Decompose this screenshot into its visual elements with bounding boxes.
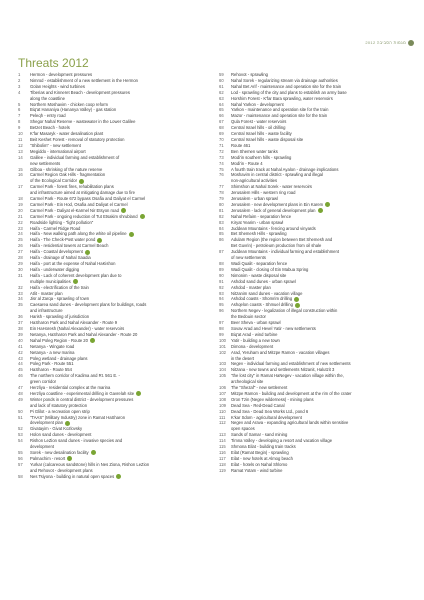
item-label: Haifa - residential towers at Carmel Beach: [30, 243, 109, 249]
item-number: 93: [219, 290, 224, 296]
item-label: Eilat (Ramat Begin) - sprawling: [231, 450, 289, 455]
item-number: 70: [219, 136, 224, 142]
item-number: 33: [18, 290, 23, 296]
item-number: 4: [18, 89, 21, 95]
item-number: 67: [219, 119, 224, 125]
item-number: 103: [219, 361, 226, 367]
item-label: non-agricultural activities: [231, 178, 278, 184]
item-number: 48: [18, 390, 23, 396]
item-label: Netanya - a new marina: [30, 349, 75, 355]
item-number: 119: [219, 467, 226, 473]
item-label: Netanya - Wingate road: [30, 343, 75, 349]
item-number: 84: [219, 225, 224, 231]
item-label: Jerusalem - new development plans in Ein Karem: [231, 201, 324, 207]
item-label: Nimonim - waste disposal site: [231, 272, 287, 278]
item-label: Yatir - building a new town: [231, 337, 280, 343]
item-number: 61: [219, 83, 224, 89]
item-label: Mitzpe Ramon - building and development at the rim of the crater: [231, 390, 352, 396]
item-label: Peleqh - entry road: [30, 113, 66, 119]
item-label: Dead Sea - Dead Sea Works Ltd., pond 6: [231, 408, 309, 414]
item-number: 7: [18, 113, 21, 119]
item-label: A fourth train track at Nahal Ayalon - drainage implications: [231, 166, 339, 172]
item-label: and Rehovot - development plans: [30, 467, 93, 473]
item-label: Moshavim in central district - sprawling and illegal: [231, 172, 323, 178]
item-number: 110: [219, 408, 226, 414]
list-item: [219, 468, 409, 474]
item-label: Arad, Yeruham and Mitzpe Ramon - vacation villages: [231, 349, 330, 355]
item-number: 56: [18, 455, 23, 461]
item-number: 34: [18, 296, 23, 302]
item-number: 20: [18, 207, 23, 213]
item-number: 17: [18, 184, 23, 190]
item-number: 1: [18, 72, 21, 77]
item-number: 116: [219, 450, 226, 455]
item-label: Jerusalem - lack of general development plan: [231, 207, 316, 213]
item-label: Oron Tzin (Negev wilderness) - mining plans: [231, 396, 314, 402]
item-label: Shmona Eilat - building train tracks: [231, 444, 296, 450]
item-label: Beer Sheva - urban sprawl: [231, 320, 281, 326]
item-label: Carmel Region Oak Hills - fragmentation: [30, 172, 106, 178]
item-number: 24: [18, 231, 23, 237]
item-number: 71: [219, 142, 224, 148]
item-label: Ashdod - master plan: [231, 284, 271, 290]
item-label: Carmel Park - forest fires, rehabilitation plans: [30, 184, 114, 190]
item-label: Holon sand dunes - development: [30, 432, 92, 438]
item-number: 15: [18, 166, 23, 172]
item-label: and infrastructure: [30, 308, 63, 314]
item-number: 91: [219, 278, 224, 284]
item-label: Sovav Arad and Hevel Yatir - new settlements: [231, 325, 316, 331]
item-label: Jerusalem - urban sprawl: [231, 196, 279, 202]
green-dot-icon: [121, 208, 126, 213]
item-number: 107: [219, 390, 226, 396]
item-number: 89: [219, 266, 224, 272]
item-number: 14: [18, 154, 23, 160]
item-number: 51: [18, 414, 23, 420]
item-label: Netanya, HaSharon Park and Nahal Alexander - Route 20: [30, 331, 138, 337]
green-dot-icon: [65, 421, 70, 426]
item-label: Harish - sprawling of jurisdiction: [30, 314, 90, 320]
item-number: 45: [18, 367, 23, 373]
item-label: Central Israel hills - waste disposal site: [231, 136, 304, 142]
item-number: 92: [219, 284, 224, 290]
item-number: 83: [219, 219, 224, 225]
item-number: 95: [219, 302, 224, 308]
item-number: 90: [219, 272, 224, 278]
item-label: Route 461: [231, 142, 251, 148]
threat-list-right: [219, 72, 409, 474]
item-label: Dead Sea - Red-Dead Canal: [231, 402, 285, 408]
green-dot-icon: [79, 179, 84, 184]
item-label: Bet Guvrin) - petroleum production from oil shale: [231, 243, 322, 249]
item-number: 100: [219, 337, 226, 343]
item-number: 42: [18, 349, 23, 355]
item-label: HaSharon Park and Nahal Alexander - Route 9: [30, 320, 118, 326]
green-dot-icon: [140, 214, 145, 219]
item-number: 96: [219, 308, 224, 314]
item-number: 101: [219, 343, 226, 349]
item-label: development: [30, 444, 54, 450]
item-number: 44: [18, 361, 23, 367]
item-label: and lack of statutory protection: [30, 402, 88, 408]
item-number: 87: [219, 249, 224, 255]
item-label: Carmel Park - ongoing reduction of Tut Etsakim shrubland: [30, 213, 138, 219]
item-number: 11: [18, 136, 23, 142]
item-label: Rehovot - sprawling: [231, 72, 269, 77]
item-number: 8: [18, 119, 21, 125]
item-label: Sands of Samar - sand mining: [231, 432, 288, 438]
logo-icon: [408, 40, 414, 46]
item-number: 54: [18, 438, 23, 444]
item-number: 75: [219, 166, 224, 172]
item-label: Nahal Poleg Region - Route 20: [30, 337, 88, 343]
page-title: Threats 2012: [18, 56, 89, 70]
item-number: 108: [219, 396, 226, 402]
item-number: 86: [219, 237, 224, 243]
item-number: 57: [18, 461, 23, 467]
item-label: Haifa - Lack of coherent development plan due to: [30, 272, 122, 278]
item-number: 53: [18, 432, 23, 438]
item-number: 46: [18, 373, 23, 379]
item-label: Qula Forest - water reservoirs: [231, 119, 287, 125]
item-label: Modi'in - Route 4: [231, 160, 263, 166]
item-number: 113: [219, 432, 226, 438]
item-label: Biq'at Hananiya (Hananya Valley) - gas station: [30, 107, 117, 113]
item-label: Beit Keshet Forest - removal of statutory protection: [30, 136, 125, 142]
item-number: 32: [18, 284, 23, 290]
item-label: new settlements: [30, 160, 61, 166]
item-label: Northern Moshavim - chicken coop reform: [30, 101, 108, 107]
item-number: 25: [18, 237, 23, 243]
item-number: 50: [18, 408, 23, 414]
green-dot-icon: [85, 250, 90, 255]
item-number: 19: [18, 201, 23, 207]
item-label: Ben Shemen water tanks: [231, 148, 278, 154]
item-number: 77: [219, 184, 224, 190]
item-label: Mazor - maintenance and operation site for the train: [231, 113, 328, 119]
item-label: Ramat Yotam - wind turbine: [231, 467, 283, 473]
item-label: Negev - individual farming and establishment of new settlements: [231, 361, 351, 367]
item-number: 82: [219, 213, 224, 219]
item-label: Timna Valley - developing a resort and vacation village: [231, 438, 333, 444]
item-number: 22: [18, 219, 23, 225]
item-number: 23: [18, 225, 23, 231]
item-label: Herzliya coastline - experimental drilling in Gavrelah site: [30, 390, 135, 396]
item-number: 111: [219, 414, 226, 420]
green-dot-icon: [73, 279, 78, 284]
item-label: Eilat - new hotels at Almog beach: [231, 455, 293, 461]
item-number: 76: [219, 172, 224, 178]
item-label: Biq'at Arad - wind turbine: [231, 331, 278, 337]
item-label: the Bedouin sector: [231, 314, 266, 320]
item-number: 69: [219, 131, 224, 137]
item-number: 39: [18, 331, 23, 337]
item-label: Poleg wetland - drainage plans: [30, 355, 88, 361]
item-label: Haifa - drainage of Nahal Saadia: [30, 255, 91, 261]
item-number: 21: [18, 213, 23, 219]
item-number: 18: [18, 196, 23, 202]
brand-header: [365, 40, 414, 46]
green-dot-icon: [91, 450, 96, 455]
item-label: Central Israel hills - waste facility: [231, 131, 292, 137]
item-label: Negev and Arava - expanding agricultural lands within sensitive: [231, 420, 349, 426]
item-label: Jisr al Zarqa - sprawling of town: [30, 296, 90, 302]
item-label: Ashdod sand dunes - urban sprawl: [231, 278, 296, 284]
item-label: Galilee - individual farming and establishment of: [30, 154, 120, 160]
item-label: Juddean Mountains - fencing around vinyards: [231, 225, 316, 231]
item-number: 27: [18, 249, 23, 255]
item-number: 64: [219, 101, 224, 107]
item-label: in the desert: [231, 355, 255, 361]
item-label: Haifa - Carmel Ridge Road: [30, 225, 81, 231]
item-label: Yurkar (calcareous sandstone) hills in Nes Ziona, Rishon LeZion: [30, 461, 150, 467]
green-dot-icon: [116, 474, 121, 479]
item-number: 31: [18, 272, 23, 278]
item-number: 117: [219, 455, 226, 461]
item-label: The northern corridor of Kadima and Rt. 561 E. -: [30, 373, 120, 379]
item-label: Wadi Qualit - closing of Ein Mabua Spring: [231, 266, 309, 272]
item-label: HaSharon - Route 554: [30, 367, 72, 373]
green-dot-icon: [129, 232, 134, 237]
item-label: Golan Heights - wind turbines: [30, 83, 85, 89]
item-label: Megiddo - international airport: [30, 148, 86, 154]
item-label: Poleg Park - Route 551: [30, 361, 74, 367]
item-label: Haifa - electrification of the train: [30, 284, 89, 290]
item-number: 80: [219, 201, 224, 207]
item-label: Haifa - port at the expense of Nahal HaKishon: [30, 261, 116, 266]
item-number: 9: [18, 125, 21, 131]
item-number: 49: [18, 396, 23, 402]
item-number: 37: [18, 320, 23, 326]
item-label: Givatayim - Givat Kozlovsky: [30, 426, 83, 432]
item-number: 35: [18, 302, 23, 308]
item-number: 41: [18, 343, 23, 349]
item-number: 114: [219, 438, 226, 444]
item-label: Lod - sprawling of the city and plans to establish an army base: [231, 89, 347, 95]
item-label: "TAAS" (Military Industry) zone in Ramat HaSharon: [30, 414, 126, 420]
item-number: 118: [219, 461, 226, 467]
green-dot-icon: [136, 391, 141, 396]
item-number: 59: [219, 72, 224, 77]
item-label: K'kar Sdom - agricultural development: [231, 414, 302, 420]
green-dot-icon: [90, 338, 95, 343]
item-number: 5: [18, 101, 21, 107]
item-number: 6: [18, 107, 21, 113]
item-label: Herzliya - residential complex at the marina: [30, 385, 111, 391]
item-label: Haifa - underwater digging: [30, 266, 80, 272]
green-dot-icon: [67, 456, 72, 461]
item-number: 60: [219, 77, 224, 83]
item-number: 55: [18, 450, 23, 455]
item-number: 98: [219, 325, 224, 331]
item-label: Hermon - development pressures: [30, 72, 93, 77]
item-number: 52: [18, 426, 23, 432]
item-number: 29: [18, 261, 23, 266]
item-label: Betzet Beach - hotels: [30, 125, 70, 131]
green-dot-icon: [325, 202, 330, 207]
item-label: Horshim Forest - K'far Bara sprawling, water reservoirs: [231, 95, 333, 101]
green-dot-icon: [294, 297, 299, 302]
item-number: 62: [219, 89, 224, 95]
item-label: Ashdod coasts - Shomrim drilling: [231, 296, 293, 302]
list-item: [18, 474, 208, 480]
item-label: Nahal Yarkon - development: [231, 101, 284, 107]
item-number: 81: [219, 207, 224, 213]
item-number: 106: [219, 385, 226, 391]
item-label: Shegor Nahal Reserve - wastewater in the Lower Galilee: [30, 119, 136, 125]
item-label: K'far Masaryk - water desalination plant: [30, 131, 104, 137]
item-label: green corridor: [30, 379, 57, 385]
item-label: Ashqelon coasts - Shmuel drilling: [231, 302, 293, 308]
item-label: Modi'in southern hills - sprawling: [231, 154, 292, 160]
item-number: 72: [219, 148, 224, 154]
item-label: Jerusalem Hills - western ring road: [231, 190, 296, 196]
item-number: 12: [18, 142, 23, 148]
item-number: 104: [219, 367, 226, 373]
item-label: Nahal Bet Arif - maintenance and operation site for the train: [231, 83, 342, 89]
item-number: 10: [18, 131, 23, 137]
item-number: 74: [219, 160, 224, 166]
item-label: Tiberias and Kinneret Beach - development pressures: [30, 89, 130, 95]
item-number: 109: [219, 402, 226, 408]
item-number: 38: [18, 325, 23, 331]
item-number: 40: [18, 337, 23, 343]
item-label: Nahal Sorek - regularizing stream via drainage authorities: [231, 77, 338, 83]
item-label: Sorek - new desalination facility: [30, 450, 89, 455]
item-label: Palmachim - resort: [30, 455, 66, 461]
item-label: Carmel Park - Ein Hod, Osafia and Daliyat el Carmel: [30, 201, 128, 207]
item-label: and infrastructure aimed at mitigating damage due to fire: [30, 190, 135, 196]
item-number: 65: [219, 107, 224, 113]
item-label: of new settlements: [231, 255, 266, 261]
item-label: Atlit - master plan: [30, 290, 63, 296]
item-label: Yarkon - maintenance and operation site for the train: [231, 107, 329, 113]
item-number: 28: [18, 255, 23, 261]
item-number: 63: [219, 95, 224, 101]
item-label: Pi Glilot - a recreation open strip: [30, 408, 90, 414]
item-number: 73: [219, 154, 224, 160]
item-number: 58: [18, 473, 23, 479]
item-number: 2: [18, 77, 21, 83]
item-label: Adulam Region (the region between Bet Shemesh and: [231, 237, 333, 243]
item-number: 85: [219, 231, 224, 237]
item-label: Ein HaHoresh (Nahal Alexander) - water reservoirs: [30, 325, 125, 331]
item-label: along the coastline: [30, 95, 65, 101]
item-label: Nimrod - establishment of a new settlement in the Hermon: [30, 77, 138, 83]
item-label: Wadi Qualit - separation fence: [231, 261, 288, 266]
item-label: Kiryat Yearim - urban sprawl: [231, 219, 284, 225]
item-label: Rishon LeZion sand dunes - invasive species and: [30, 438, 123, 444]
item-label: open spaces: [231, 426, 255, 432]
green-dot-icon: [97, 238, 102, 243]
item-label: Dimona - development: [231, 343, 274, 349]
item-number: 13: [18, 148, 23, 154]
item-number: 99: [219, 331, 224, 337]
item-number: 68: [219, 125, 224, 131]
item-label: Shimshon at Nahal Sorek - water reservoirs: [231, 184, 312, 190]
item-number: 79: [219, 196, 224, 202]
item-text: [231, 468, 409, 474]
brand-label: 2012 מגמות הסביבה: [365, 40, 406, 46]
item-number: 47: [18, 385, 23, 391]
item-label: Northern Negev - legalization of illegal construction within: [231, 308, 338, 314]
item-label: development plan: [30, 420, 64, 426]
item-label: The "Shezaf" - new settlement: [231, 385, 288, 391]
item-number: 112: [219, 420, 226, 426]
item-label: Roadside lighting - "light pollution": [30, 219, 94, 225]
item-number: 26: [18, 243, 23, 249]
item-label: Haifa - The Check-Post water pond: [30, 237, 96, 243]
item-label: Caesarea sand dunes - development plans for buildings, roads: [30, 302, 147, 308]
item-label: "the lost city" in Ramat HaNegev - vacation village within the,: [231, 373, 344, 379]
item-label: Nitzanim sand dunes - vacation village: [231, 290, 303, 296]
item-label: "Shibolim" - new settlement: [30, 142, 81, 148]
item-label: multiple municipalities: [30, 278, 71, 284]
item-number: 94: [219, 296, 224, 302]
item-number: 88: [219, 261, 224, 266]
item-label: Gilboa - shrinking of the nature reserve: [30, 166, 103, 172]
item-number: 78: [219, 190, 224, 196]
item-number: 102: [219, 349, 226, 355]
item-number: 30: [18, 266, 23, 272]
item-text: [30, 474, 208, 480]
threat-list-left: [18, 72, 208, 480]
item-label: Central Israel hills - oil drilling: [231, 125, 286, 131]
item-label: Eilat - hotels on Nahal Shlomo: [231, 461, 288, 467]
item-label: Winter ponds in central district - development pressures: [30, 396, 134, 402]
item-label: Haifa - New walking path along the white oil pipeline: [30, 231, 127, 237]
item-number: 36: [18, 314, 23, 320]
item-label: Juddean Mountains - individual farming and establishment: [231, 249, 340, 255]
item-label: Haifa - Coastal development: [30, 249, 83, 255]
item-label: of the Ecological Corridor: [30, 178, 78, 184]
green-dot-icon: [318, 208, 323, 213]
item-number: 115: [219, 444, 226, 450]
item-number: 97: [219, 320, 224, 326]
item-label: archeological site: [231, 379, 264, 385]
item-number: 105: [219, 373, 226, 379]
item-number: 66: [219, 113, 224, 119]
item-label: Bet Shemesh Hills - sprawling: [231, 231, 287, 237]
item-label: Carmel Park - Daliyat el-Karmel Nir Etsyon road: [30, 207, 119, 213]
item-label: Nitzana - new towns and settlements Nitzanit, Halutzit 3: [231, 367, 335, 373]
item-label: Nahal Refaim - separation fence: [231, 213, 292, 219]
item-label: Nes Tsiyona - building in natural open spaces: [30, 473, 115, 479]
green-dot-icon: [295, 303, 300, 308]
item-number: 3: [18, 83, 21, 89]
item-number: 43: [18, 355, 23, 361]
item-number: 16: [18, 172, 23, 178]
item-label: Carmel Park - Route 672 bypass Osafia and Daliyat el Carmel: [30, 196, 146, 202]
